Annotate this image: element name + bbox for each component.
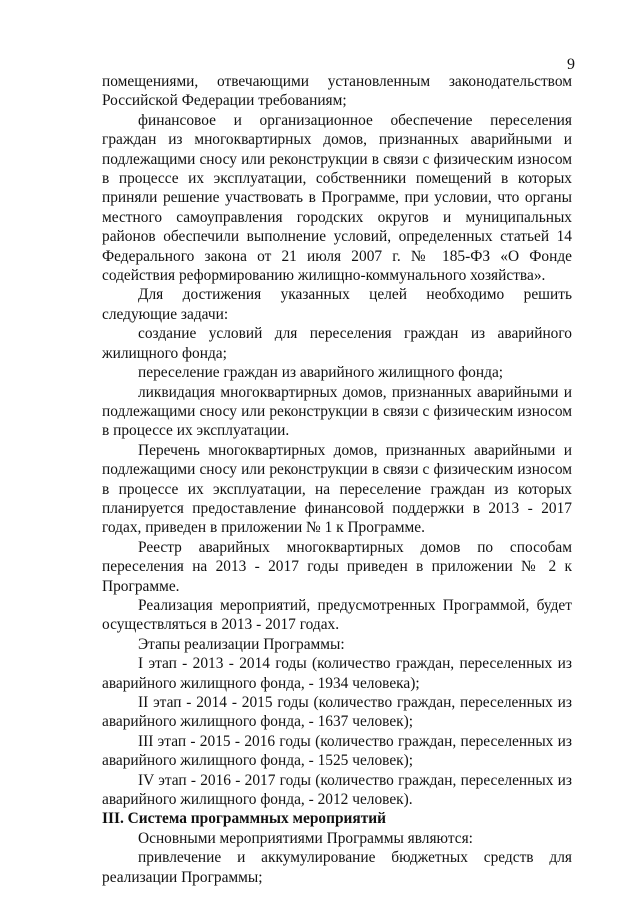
paragraph: Этапы реализации Программы: (138, 635, 345, 653)
paragraph: Перечень многоквартирных домов, признанных аварийными и подлежащими сносу или реконструкции в связи с физическим износом в процессе их эксплуатации, на переселение граждан из которых планируется предоставление финансовой поддержки в 2013 - 2017 годах, приведен в приложении № 1 к Программе. (102, 441, 572, 537)
section-heading: III. Система программных мероприятий (102, 810, 387, 828)
page-number: 9 (567, 56, 575, 73)
paragraph: Для достижения указанных целей необходимо решить следующие задачи: (102, 286, 572, 323)
paragraph: Реестр аварийных многоквартирных домов по способам переселения на 2013 - 2017 годы приведен в приложении № 2 к Программе. (102, 538, 572, 595)
paragraph: финансовое и организационное обеспечение переселения граждан из многоквартирных домов, признанных аварийными и подлежащими сносу или реконструкции в связи с физическим износом в процессе их эксплуатации, собственники помещений в которых приняли решение участвовать в Программе, при условии, что органы местного самоуправления городских округов и муниципальных районов обеспечили выполнение условий, определенных статьей 14 Федерального закона от 21 июля 2007 г. № 185-ФЗ «О Фонде содействия реформированию жилищно-коммунального хозяйства». (102, 111, 572, 285)
paragraph: помещениями, отвечающими установленным законодательством Российской Федерации требованиям; (102, 73, 572, 110)
stage-item: II этап - 2014 - 2015 годы (количество граждан, переселенных из аварийного жилищного фонда, - 1637 человек); (102, 694, 572, 731)
stage-item: IV этап - 2016 - 2017 годы (количество граждан, переселенных из аварийного жилищного фонда, - 2012 человек). (102, 771, 572, 809)
paragraph: Основными мероприятиями Программы являются: (138, 829, 473, 847)
stage-item: III этап - 2015 - 2016 годы (количество граждан, переселенных из аварийного жилищного фонда, - 1525 человек); (102, 732, 572, 770)
document-body (102, 72, 572, 887)
task-item: ликвидация многоквартирных домов, признанных аварийными и подлежащими сносу или реконструкции в связи с физическим износом в процессе их эксплуатации. (102, 383, 572, 440)
paragraph: Реализация мероприятий, предусмотренных Программой, будет осуществляться в 2013 - 2017 годах. (102, 596, 572, 634)
task-item: переселение граждан из аварийного жилищного фонда; (138, 364, 504, 382)
paragraph: привлечение и аккумулирование бюджетных средств для реализации Программы; (102, 849, 572, 886)
stage-item: I этап - 2013 - 2014 годы (количество граждан, переселенных из аварийного жилищного фонда, - 1934 человека); (102, 655, 572, 692)
task-item: создание условий для переселения граждан из аварийного жилищного фонда; (102, 325, 572, 362)
